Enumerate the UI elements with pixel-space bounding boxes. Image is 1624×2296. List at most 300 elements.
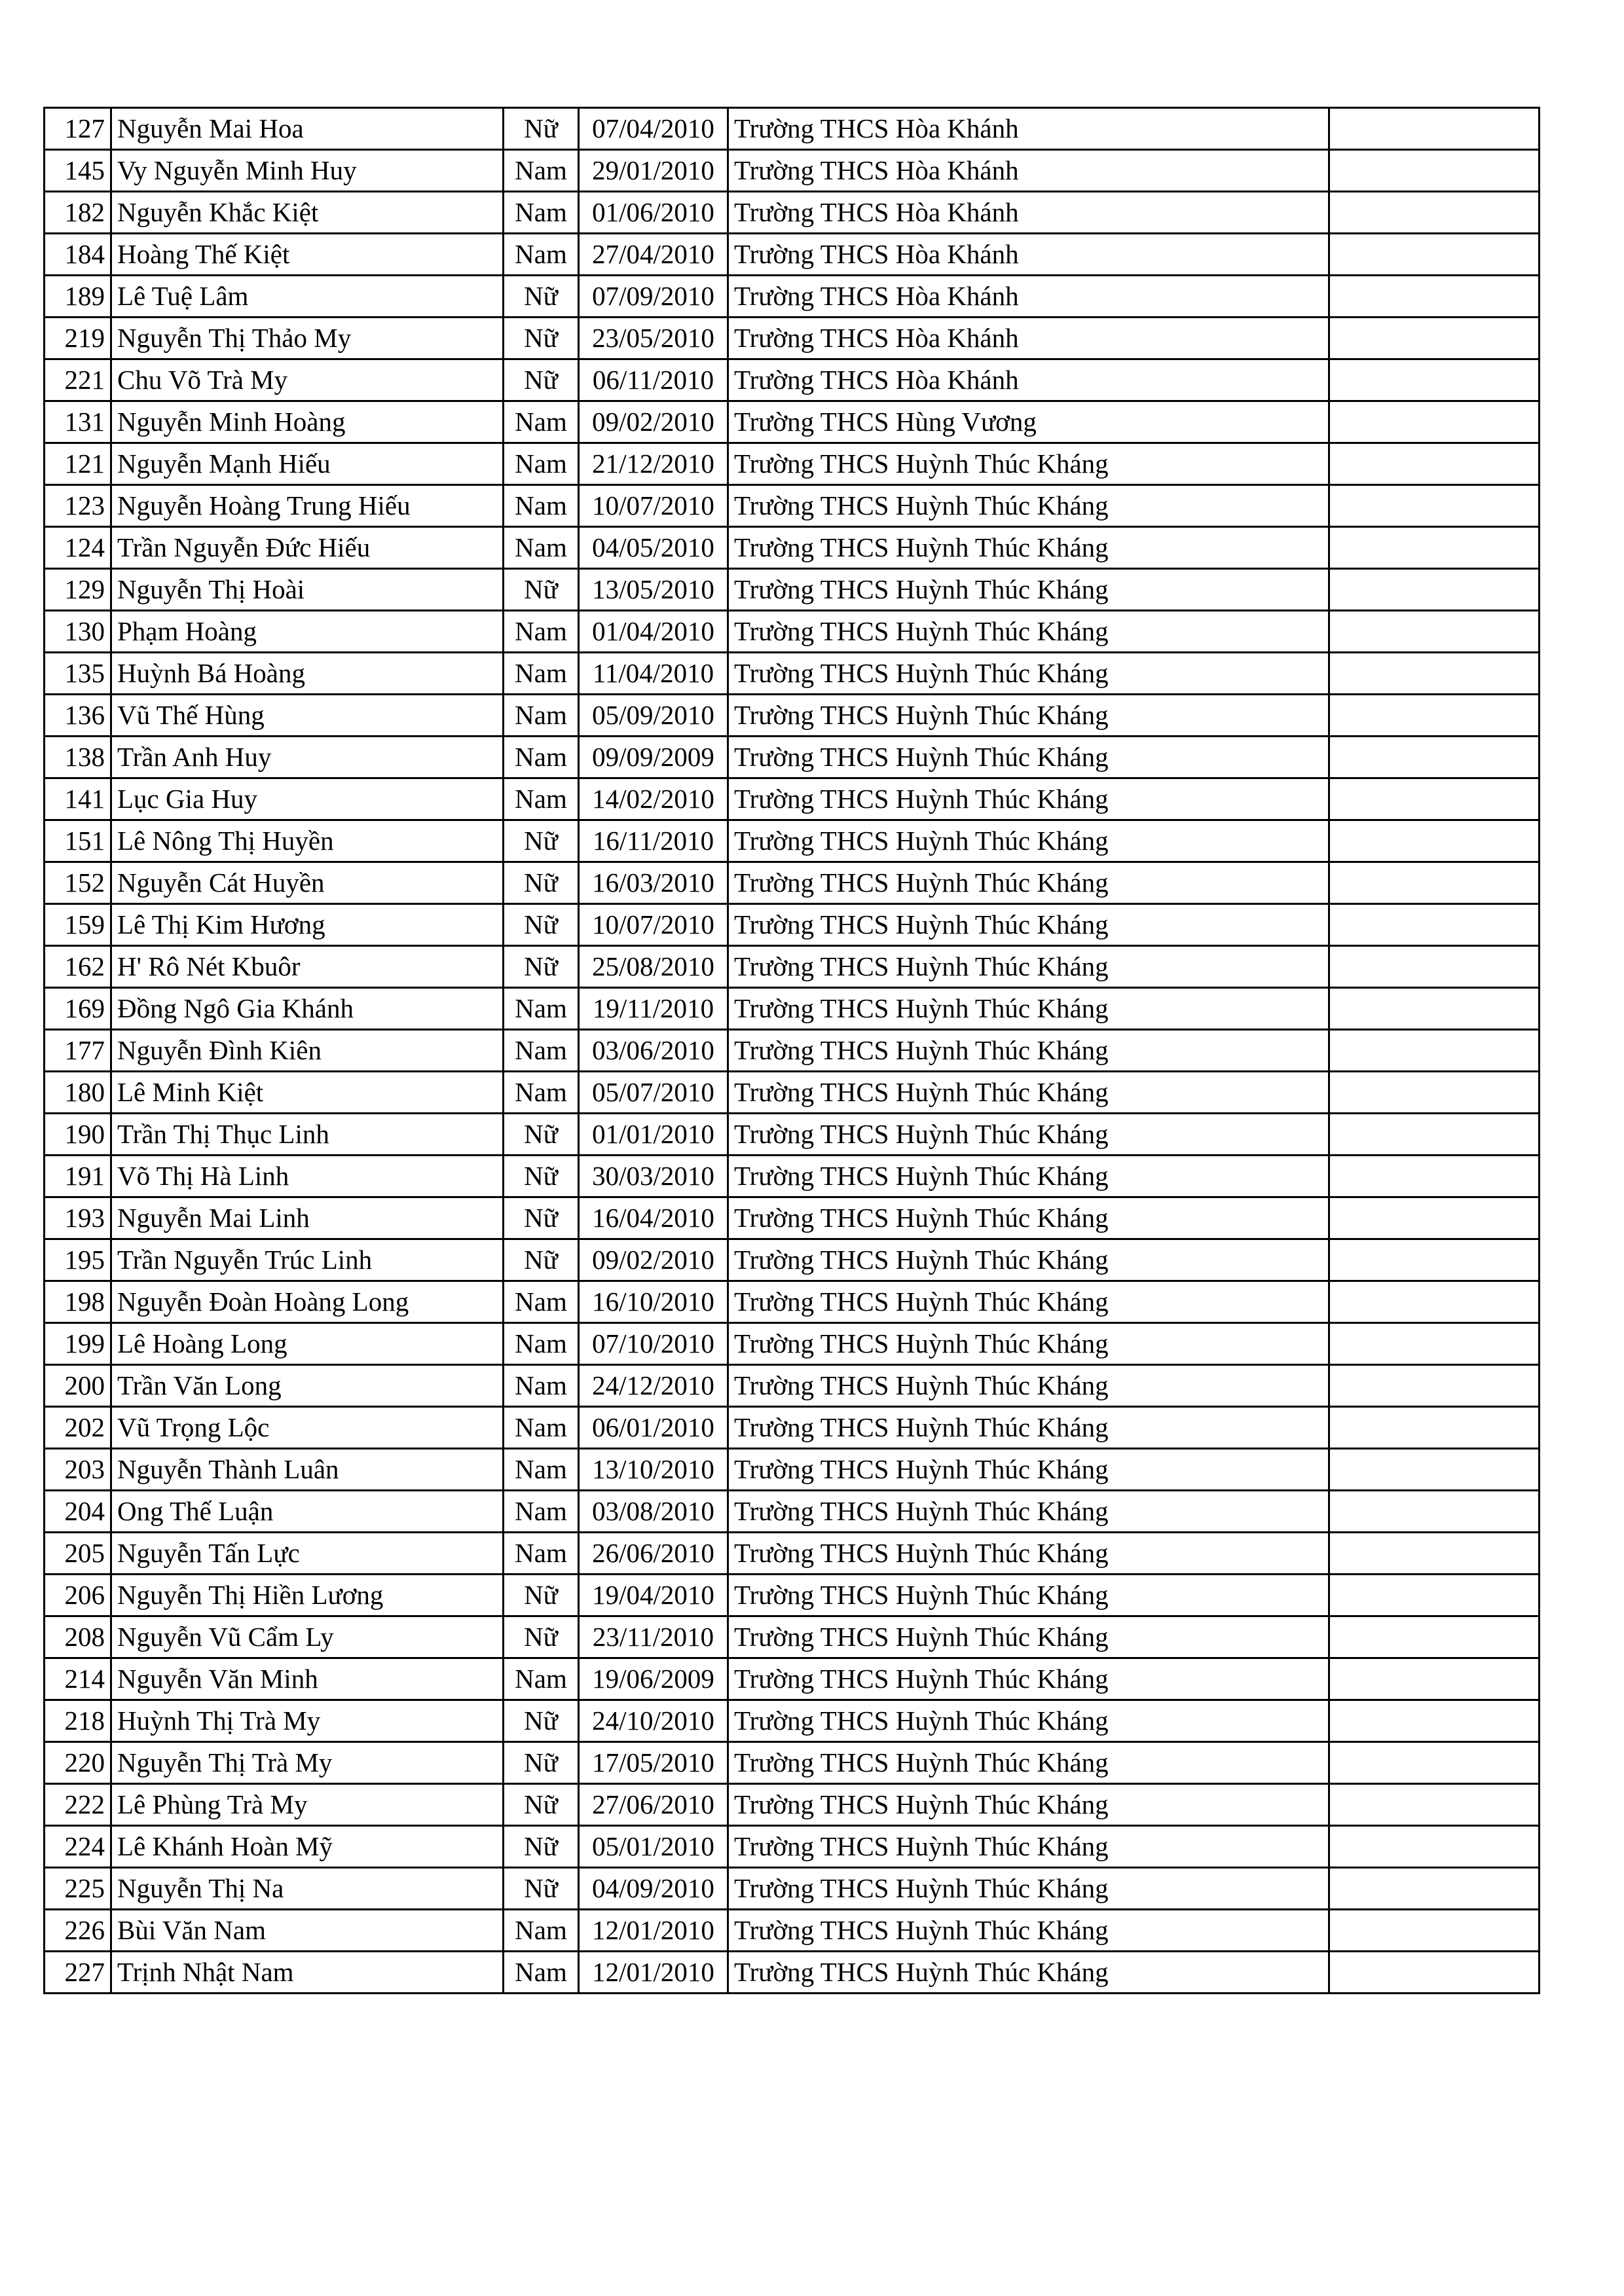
note-cell: [1329, 904, 1540, 946]
birth-date-cell: 09/09/2009: [579, 737, 728, 778]
student-number-cell: 189: [45, 276, 111, 318]
note-cell: [1329, 108, 1540, 150]
table-row: [45, 527, 1540, 569]
birth-date-cell: 27/06/2010: [579, 1784, 728, 1826]
gender-cell: Nam: [504, 1910, 579, 1952]
gender-cell: Nữ: [504, 1700, 579, 1742]
birth-date-cell: 16/04/2010: [579, 1197, 728, 1239]
student-number-cell: 206: [45, 1575, 111, 1616]
school-cell: Trường THCS Huỳnh Thúc Kháng: [728, 1868, 1329, 1910]
table-row: [45, 1323, 1540, 1365]
school-cell: Trường THCS Huỳnh Thúc Kháng: [728, 443, 1329, 485]
student-name-cell: Nguyễn Thị Na: [111, 1868, 504, 1910]
birth-date-cell: 10/07/2010: [579, 485, 728, 527]
gender-cell: Nam: [504, 1072, 579, 1114]
birth-date-cell: 03/08/2010: [579, 1491, 728, 1533]
gender-cell: Nam: [504, 1449, 579, 1491]
student-name-cell: Trần Nguyễn Đức Hiếu: [111, 527, 504, 569]
birth-date-cell: 29/01/2010: [579, 150, 728, 192]
table-row: [45, 1658, 1540, 1700]
table-row: [45, 946, 1540, 988]
gender-cell: Nam: [504, 234, 579, 276]
school-cell: Trường THCS Huỳnh Thúc Kháng: [728, 946, 1329, 988]
school-cell: Trường THCS Huỳnh Thúc Kháng: [728, 1700, 1329, 1742]
gender-cell: Nam: [504, 778, 579, 820]
note-cell: [1329, 1952, 1540, 1994]
gender-cell: Nam: [504, 527, 579, 569]
birth-date-cell: 17/05/2010: [579, 1742, 728, 1784]
note-cell: [1329, 1868, 1540, 1910]
table-row: [45, 1784, 1540, 1826]
note-cell: [1329, 988, 1540, 1030]
table-row: [45, 359, 1540, 401]
school-cell: Trường THCS Hùng Vương: [728, 401, 1329, 443]
school-cell: Trường THCS Huỳnh Thúc Kháng: [728, 611, 1329, 653]
birth-date-cell: 16/03/2010: [579, 862, 728, 904]
student-name-cell: Ong Thế Luận: [111, 1491, 504, 1533]
birth-date-cell: 03/06/2010: [579, 1030, 728, 1072]
birth-date-cell: 04/09/2010: [579, 1868, 728, 1910]
gender-cell: Nam: [504, 1365, 579, 1407]
table-row: [45, 1281, 1540, 1323]
school-cell: Trường THCS Huỳnh Thúc Kháng: [728, 1030, 1329, 1072]
note-cell: [1329, 443, 1540, 485]
student-number-cell: 136: [45, 695, 111, 737]
table-row: [45, 1575, 1540, 1616]
student-name-cell: Bùi Văn Nam: [111, 1910, 504, 1952]
gender-cell: Nữ: [504, 108, 579, 150]
student-number-cell: 199: [45, 1323, 111, 1365]
school-cell: Trường THCS Huỳnh Thúc Kháng: [728, 1156, 1329, 1197]
note-cell: [1329, 737, 1540, 778]
school-cell: Trường THCS Huỳnh Thúc Kháng: [728, 1114, 1329, 1156]
student-name-cell: H' Rô Nét Kbuôr: [111, 946, 504, 988]
student-name-cell: Trần Anh Huy: [111, 737, 504, 778]
school-cell: Trường THCS Huỳnh Thúc Kháng: [728, 527, 1329, 569]
student-number-cell: 205: [45, 1533, 111, 1575]
birth-date-cell: 07/10/2010: [579, 1323, 728, 1365]
note-cell: [1329, 569, 1540, 611]
gender-cell: Nam: [504, 401, 579, 443]
student-name-cell: Nguyễn Thị Hiền Lương: [111, 1575, 504, 1616]
school-cell: Trường THCS Hòa Khánh: [728, 234, 1329, 276]
note-cell: [1329, 1784, 1540, 1826]
gender-cell: Nữ: [504, 1868, 579, 1910]
student-name-cell: Trần Thị Thục Linh: [111, 1114, 504, 1156]
gender-cell: Nữ: [504, 946, 579, 988]
birth-date-cell: 01/04/2010: [579, 611, 728, 653]
student-number-cell: 218: [45, 1700, 111, 1742]
school-cell: Trường THCS Huỳnh Thúc Kháng: [728, 1742, 1329, 1784]
student-number-cell: 214: [45, 1658, 111, 1700]
birth-date-cell: 05/01/2010: [579, 1826, 728, 1868]
note-cell: [1329, 862, 1540, 904]
student-name-cell: Phạm Hoàng: [111, 611, 504, 653]
note-cell: [1329, 653, 1540, 695]
student-number-cell: 219: [45, 318, 111, 359]
school-cell: Trường THCS Huỳnh Thúc Kháng: [728, 1952, 1329, 1994]
table-row: [45, 653, 1540, 695]
student-number-cell: 203: [45, 1449, 111, 1491]
birth-date-cell: 26/06/2010: [579, 1533, 728, 1575]
table-row: [45, 1407, 1540, 1449]
student-number-cell: 224: [45, 1826, 111, 1868]
student-name-cell: Nguyễn Đình Kiên: [111, 1030, 504, 1072]
note-cell: [1329, 1114, 1540, 1156]
school-cell: Trường THCS Hòa Khánh: [728, 192, 1329, 234]
school-cell: Trường THCS Huỳnh Thúc Kháng: [728, 1407, 1329, 1449]
gender-cell: Nữ: [504, 318, 579, 359]
student-name-cell: Vy Nguyễn Minh Huy: [111, 150, 504, 192]
school-cell: Trường THCS Huỳnh Thúc Kháng: [728, 1281, 1329, 1323]
student-name-cell: Lê Khánh Hoàn Mỹ: [111, 1826, 504, 1868]
student-number-cell: 221: [45, 359, 111, 401]
gender-cell: Nam: [504, 1281, 579, 1323]
student-number-cell: 152: [45, 862, 111, 904]
school-cell: Trường THCS Huỳnh Thúc Kháng: [728, 1072, 1329, 1114]
note-cell: [1329, 276, 1540, 318]
student-number-cell: 225: [45, 1868, 111, 1910]
school-cell: Trường THCS Huỳnh Thúc Kháng: [728, 1323, 1329, 1365]
table-row: [45, 1072, 1540, 1114]
birth-date-cell: 19/04/2010: [579, 1575, 728, 1616]
table-row: [45, 988, 1540, 1030]
student-number-cell: 222: [45, 1784, 111, 1826]
student-name-cell: Hoàng Thế Kiệt: [111, 234, 504, 276]
school-cell: Trường THCS Huỳnh Thúc Kháng: [728, 1910, 1329, 1952]
student-number-cell: 220: [45, 1742, 111, 1784]
student-name-cell: Lê Thị Kim Hương: [111, 904, 504, 946]
student-number-cell: 121: [45, 443, 111, 485]
note-cell: [1329, 1575, 1540, 1616]
school-cell: Trường THCS Huỳnh Thúc Kháng: [728, 653, 1329, 695]
gender-cell: Nam: [504, 988, 579, 1030]
table-row: [45, 1910, 1540, 1952]
school-cell: Trường THCS Huỳnh Thúc Kháng: [728, 1826, 1329, 1868]
birth-date-cell: 07/04/2010: [579, 108, 728, 150]
school-cell: Trường THCS Huỳnh Thúc Kháng: [728, 862, 1329, 904]
school-cell: Trường THCS Huỳnh Thúc Kháng: [728, 1658, 1329, 1700]
school-cell: Trường THCS Hòa Khánh: [728, 359, 1329, 401]
school-cell: Trường THCS Huỳnh Thúc Kháng: [728, 695, 1329, 737]
birth-date-cell: 13/05/2010: [579, 569, 728, 611]
student-number-cell: 177: [45, 1030, 111, 1072]
table-row: [45, 318, 1540, 359]
table-row: [45, 234, 1540, 276]
student-number-cell: 123: [45, 485, 111, 527]
student-number-cell: 130: [45, 611, 111, 653]
school-cell: Trường THCS Huỳnh Thúc Kháng: [728, 1784, 1329, 1826]
student-name-cell: Vũ Trọng Lộc: [111, 1407, 504, 1449]
birth-date-cell: 16/11/2010: [579, 820, 728, 862]
table-row: [45, 1491, 1540, 1533]
note-cell: [1329, 611, 1540, 653]
student-number-cell: 198: [45, 1281, 111, 1323]
student-name-cell: Nguyễn Thị Hoài: [111, 569, 504, 611]
table-row: [45, 1197, 1540, 1239]
note-cell: [1329, 1533, 1540, 1575]
student-number-cell: 129: [45, 569, 111, 611]
school-cell: Trường THCS Hòa Khánh: [728, 108, 1329, 150]
student-number-cell: 159: [45, 904, 111, 946]
table-row: [45, 1700, 1540, 1742]
gender-cell: Nữ: [504, 569, 579, 611]
note-cell: [1329, 946, 1540, 988]
student-number-cell: 200: [45, 1365, 111, 1407]
school-cell: Trường THCS Huỳnh Thúc Kháng: [728, 1575, 1329, 1616]
table-row: [45, 1826, 1540, 1868]
student-name-cell: Nguyễn Văn Minh: [111, 1658, 504, 1700]
student-name-cell: Nguyễn Vũ Cẩm Ly: [111, 1616, 504, 1658]
student-name-cell: Đồng Ngô Gia Khánh: [111, 988, 504, 1030]
note-cell: [1329, 778, 1540, 820]
student-name-cell: Nguyễn Mạnh Hiếu: [111, 443, 504, 485]
table-row: [45, 192, 1540, 234]
note-cell: [1329, 485, 1540, 527]
birth-date-cell: 23/05/2010: [579, 318, 728, 359]
school-cell: Trường THCS Huỳnh Thúc Kháng: [728, 485, 1329, 527]
school-cell: Trường THCS Huỳnh Thúc Kháng: [728, 737, 1329, 778]
student-name-cell: Nguyễn Khắc Kiệt: [111, 192, 504, 234]
note-cell: [1329, 1910, 1540, 1952]
gender-cell: Nữ: [504, 1616, 579, 1658]
student-number-cell: 169: [45, 988, 111, 1030]
gender-cell: Nam: [504, 737, 579, 778]
school-cell: Trường THCS Huỳnh Thúc Kháng: [728, 988, 1329, 1030]
table-row: [45, 276, 1540, 318]
gender-cell: Nam: [504, 485, 579, 527]
note-cell: [1329, 234, 1540, 276]
gender-cell: Nam: [504, 1952, 579, 1994]
gender-cell: Nữ: [504, 820, 579, 862]
note-cell: [1329, 1491, 1540, 1533]
gender-cell: Nam: [504, 1491, 579, 1533]
table-row: [45, 1239, 1540, 1281]
student-name-cell: Huỳnh Thị Trà My: [111, 1700, 504, 1742]
student-number-cell: 145: [45, 150, 111, 192]
student-name-cell: Nguyễn Thành Luân: [111, 1449, 504, 1491]
birth-date-cell: 23/11/2010: [579, 1616, 728, 1658]
student-number-cell: 202: [45, 1407, 111, 1449]
gender-cell: Nam: [504, 611, 579, 653]
student-name-cell: Nguyễn Thị Trà My: [111, 1742, 504, 1784]
note-cell: [1329, 1658, 1540, 1700]
student-number-cell: 182: [45, 192, 111, 234]
gender-cell: Nữ: [504, 1784, 579, 1826]
table-row: [45, 150, 1540, 192]
birth-date-cell: 14/02/2010: [579, 778, 728, 820]
gender-cell: Nữ: [504, 1826, 579, 1868]
note-cell: [1329, 318, 1540, 359]
note-cell: [1329, 359, 1540, 401]
student-number-cell: 180: [45, 1072, 111, 1114]
note-cell: [1329, 150, 1540, 192]
note-cell: [1329, 192, 1540, 234]
table-row: [45, 401, 1540, 443]
gender-cell: Nam: [504, 1323, 579, 1365]
student-number-cell: 124: [45, 527, 111, 569]
gender-cell: Nữ: [504, 1114, 579, 1156]
table-row: [45, 1030, 1540, 1072]
school-cell: Trường THCS Huỳnh Thúc Kháng: [728, 1449, 1329, 1491]
birth-date-cell: 10/07/2010: [579, 904, 728, 946]
note-cell: [1329, 401, 1540, 443]
table-row: [45, 737, 1540, 778]
note-cell: [1329, 1700, 1540, 1742]
student-name-cell: Chu Võ Trà My: [111, 359, 504, 401]
gender-cell: Nam: [504, 192, 579, 234]
gender-cell: Nữ: [504, 862, 579, 904]
student-name-cell: Nguyễn Đoàn Hoàng Long: [111, 1281, 504, 1323]
table-row: [45, 1156, 1540, 1197]
school-cell: Trường THCS Huỳnh Thúc Kháng: [728, 569, 1329, 611]
birth-date-cell: 09/02/2010: [579, 1239, 728, 1281]
birth-date-cell: 12/01/2010: [579, 1952, 728, 1994]
student-name-cell: Nguyễn Cát Huyền: [111, 862, 504, 904]
birth-date-cell: 07/09/2010: [579, 276, 728, 318]
school-cell: Trường THCS Hòa Khánh: [728, 150, 1329, 192]
student-number-cell: 138: [45, 737, 111, 778]
school-cell: Trường THCS Huỳnh Thúc Kháng: [728, 1491, 1329, 1533]
note-cell: [1329, 1407, 1540, 1449]
student-name-cell: Lê Hoàng Long: [111, 1323, 504, 1365]
birth-date-cell: 06/01/2010: [579, 1407, 728, 1449]
student-number-cell: 127: [45, 108, 111, 150]
table-row: [45, 443, 1540, 485]
student-name-cell: Nguyễn Minh Hoàng: [111, 401, 504, 443]
table-row: [45, 1952, 1540, 1994]
gender-cell: Nữ: [504, 1239, 579, 1281]
note-cell: [1329, 1826, 1540, 1868]
gender-cell: Nam: [504, 443, 579, 485]
student-name-cell: Nguyễn Mai Linh: [111, 1197, 504, 1239]
student-name-cell: Nguyễn Hoàng Trung Hiếu: [111, 485, 504, 527]
birth-date-cell: 11/04/2010: [579, 653, 728, 695]
student-number-cell: 135: [45, 653, 111, 695]
birth-date-cell: 06/11/2010: [579, 359, 728, 401]
school-cell: Trường THCS Huỳnh Thúc Kháng: [728, 904, 1329, 946]
note-cell: [1329, 1323, 1540, 1365]
table-row: [45, 862, 1540, 904]
student-list-table: [43, 107, 1540, 1994]
birth-date-cell: 13/10/2010: [579, 1449, 728, 1491]
note-cell: [1329, 1072, 1540, 1114]
gender-cell: Nữ: [504, 1156, 579, 1197]
note-cell: [1329, 1616, 1540, 1658]
student-name-cell: Huỳnh Bá Hoàng: [111, 653, 504, 695]
birth-date-cell: 04/05/2010: [579, 527, 728, 569]
student-number-cell: 141: [45, 778, 111, 820]
gender-cell: Nam: [504, 150, 579, 192]
gender-cell: Nữ: [504, 359, 579, 401]
table-row: [45, 485, 1540, 527]
gender-cell: Nữ: [504, 1197, 579, 1239]
gender-cell: Nam: [504, 695, 579, 737]
note-cell: [1329, 1239, 1540, 1281]
birth-date-cell: 01/01/2010: [579, 1114, 728, 1156]
table-row: [45, 1449, 1540, 1491]
gender-cell: Nữ: [504, 1575, 579, 1616]
student-name-cell: Lê Nông Thị Huyền: [111, 820, 504, 862]
student-name-cell: Nguyễn Tấn Lực: [111, 1533, 504, 1575]
student-number-cell: 190: [45, 1114, 111, 1156]
gender-cell: Nữ: [504, 276, 579, 318]
note-cell: [1329, 820, 1540, 862]
birth-date-cell: 19/11/2010: [579, 988, 728, 1030]
student-number-cell: 227: [45, 1952, 111, 1994]
birth-date-cell: 16/10/2010: [579, 1281, 728, 1323]
birth-date-cell: 19/06/2009: [579, 1658, 728, 1700]
birth-date-cell: 25/08/2010: [579, 946, 728, 988]
student-name-cell: Nguyễn Thị Thảo My: [111, 318, 504, 359]
student-number-cell: 208: [45, 1616, 111, 1658]
school-cell: Trường THCS Huỳnh Thúc Kháng: [728, 1616, 1329, 1658]
note-cell: [1329, 1742, 1540, 1784]
school-cell: Trường THCS Huỳnh Thúc Kháng: [728, 820, 1329, 862]
table-row: [45, 108, 1540, 150]
birth-date-cell: 24/10/2010: [579, 1700, 728, 1742]
table-row: [45, 695, 1540, 737]
student-name-cell: Võ Thị Hà Linh: [111, 1156, 504, 1197]
birth-date-cell: 24/12/2010: [579, 1365, 728, 1407]
school-cell: Trường THCS Huỳnh Thúc Kháng: [728, 1239, 1329, 1281]
note-cell: [1329, 1156, 1540, 1197]
student-name-cell: Trần Văn Long: [111, 1365, 504, 1407]
birth-date-cell: 05/07/2010: [579, 1072, 728, 1114]
table-row: [45, 1868, 1540, 1910]
birth-date-cell: 27/04/2010: [579, 234, 728, 276]
note-cell: [1329, 1281, 1540, 1323]
gender-cell: Nam: [504, 1030, 579, 1072]
gender-cell: Nam: [504, 1407, 579, 1449]
birth-date-cell: 21/12/2010: [579, 443, 728, 485]
student-name-cell: Nguyễn Mai Hoa: [111, 108, 504, 150]
table-row: [45, 1533, 1540, 1575]
note-cell: [1329, 695, 1540, 737]
school-cell: Trường THCS Huỳnh Thúc Kháng: [728, 1365, 1329, 1407]
note-cell: [1329, 527, 1540, 569]
table-row: [45, 611, 1540, 653]
student-name-cell: Lê Tuệ Lâm: [111, 276, 504, 318]
table-row: [45, 904, 1540, 946]
student-number-cell: 193: [45, 1197, 111, 1239]
note-cell: [1329, 1449, 1540, 1491]
student-name-cell: Lê Minh Kiệt: [111, 1072, 504, 1114]
table-row: [45, 1616, 1540, 1658]
student-name-cell: Vũ Thế Hùng: [111, 695, 504, 737]
gender-cell: Nam: [504, 1533, 579, 1575]
school-cell: Trường THCS Huỳnh Thúc Kháng: [728, 1533, 1329, 1575]
school-cell: Trường THCS Huỳnh Thúc Kháng: [728, 1197, 1329, 1239]
student-number-cell: 131: [45, 401, 111, 443]
student-number-cell: 191: [45, 1156, 111, 1197]
note-cell: [1329, 1030, 1540, 1072]
student-number-cell: 151: [45, 820, 111, 862]
student-number-cell: 162: [45, 946, 111, 988]
table-row: [45, 820, 1540, 862]
school-cell: Trường THCS Huỳnh Thúc Kháng: [728, 778, 1329, 820]
table-row: [45, 1365, 1540, 1407]
student-name-cell: Lê Phùng Trà My: [111, 1784, 504, 1826]
student-list-body: [45, 108, 1540, 1994]
school-cell: Trường THCS Hòa Khánh: [728, 318, 1329, 359]
birth-date-cell: 12/01/2010: [579, 1910, 728, 1952]
gender-cell: Nam: [504, 1658, 579, 1700]
table-row: [45, 1742, 1540, 1784]
student-number-cell: 226: [45, 1910, 111, 1952]
birth-date-cell: 01/06/2010: [579, 192, 728, 234]
birth-date-cell: 30/03/2010: [579, 1156, 728, 1197]
